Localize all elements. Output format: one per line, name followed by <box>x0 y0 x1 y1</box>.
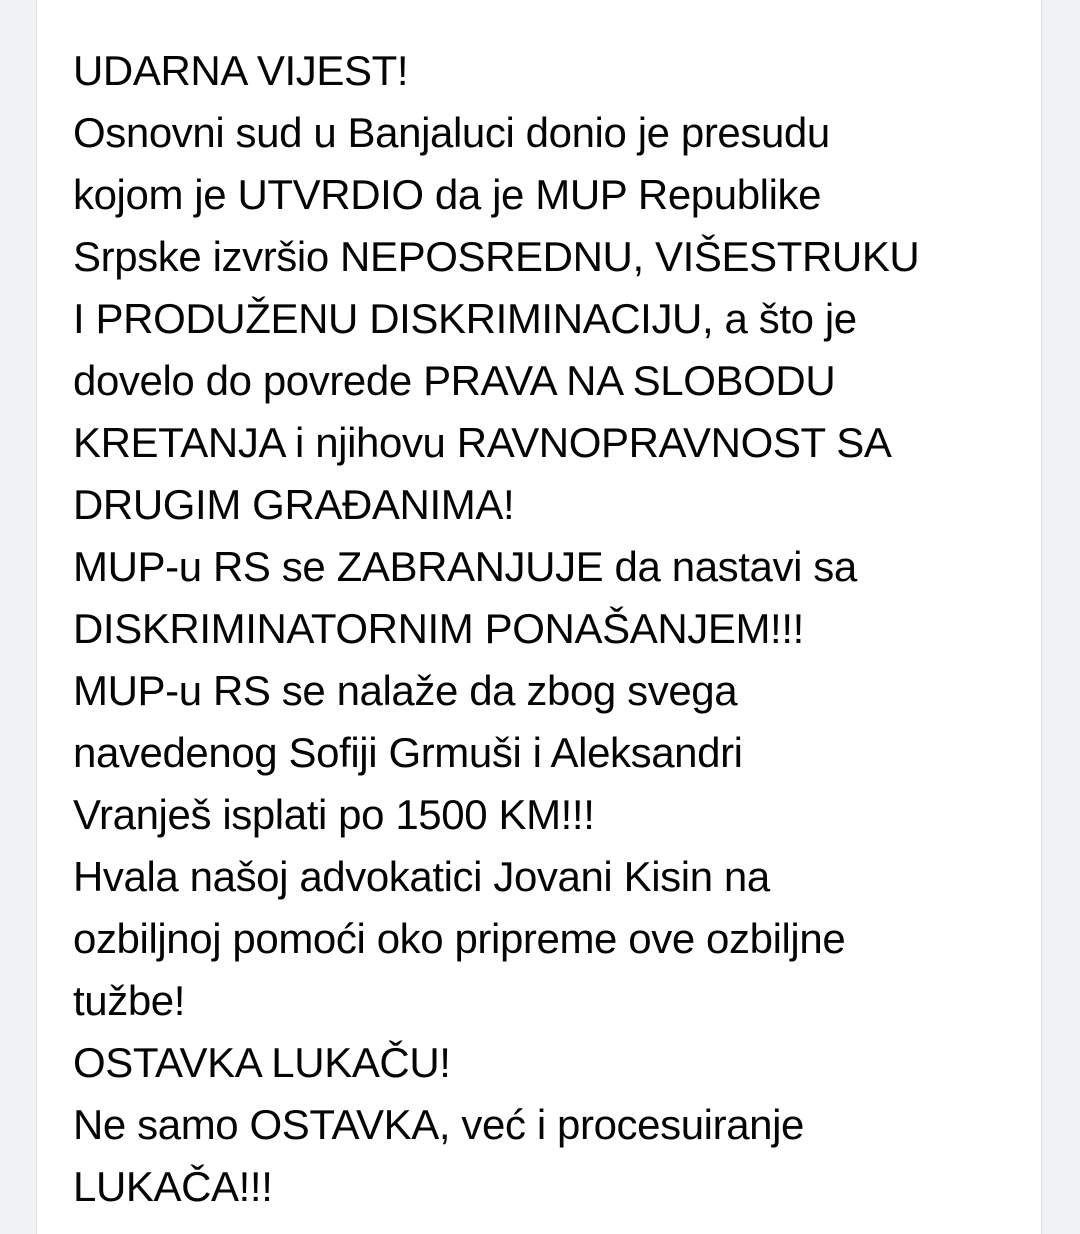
post-text-line: navedenog Sofiji Grmuši i Aleksandri <box>73 729 743 776</box>
post-text-line: ozbiljnoj pomoći oko pripreme ove ozbiljne <box>73 915 846 962</box>
post-text-line: dovelo do povrede PRAVA NA SLOBODU <box>73 357 836 404</box>
post-text-line: tužbe! <box>73 977 186 1024</box>
post-card <box>36 0 1042 1234</box>
post-text <box>73 40 1013 1218</box>
post-text-line: I PRODUŽENU DISKRIMINACIJU, a što je <box>73 295 857 342</box>
post-text-line: Ne samo OSTAVKA, već i procesuiranje <box>73 1101 804 1148</box>
post-text-line: Srpske izvršio NEPOSREDNU, VIŠESTRUKU <box>73 233 920 280</box>
post-text-line: kojom je UTVRDIO da je MUP Republike <box>73 171 822 218</box>
post-text-line: MUP-u RS se ZABRANJUJE da nastavi sa <box>73 543 857 590</box>
post-text-line: DISKRIMINATORNIM PONAŠANJEM!!! <box>73 605 804 652</box>
post-text-line: DRUGIM GRAĐANIMA! <box>73 481 515 528</box>
post-text-line: MUP-u RS se nalaže da zbog svega <box>73 667 738 714</box>
post-text-line: Hvala našoj advokatici Jovani Kisin na <box>73 853 770 900</box>
post-text-line: OSTAVKA LUKAČU! <box>73 1039 451 1086</box>
post-text-line: KRETANJA i njihovu RAVNOPRAVNOST SA <box>73 419 892 466</box>
post-text-line: Vranješ isplati po 1500 KM!!! <box>73 791 595 838</box>
post-text-line: LUKAČA!!! <box>73 1163 273 1210</box>
post-text-line: Osnovni sud u Banjaluci donio je presudu <box>73 109 830 156</box>
post-text-line: UDARNA VIJEST! <box>73 47 409 94</box>
